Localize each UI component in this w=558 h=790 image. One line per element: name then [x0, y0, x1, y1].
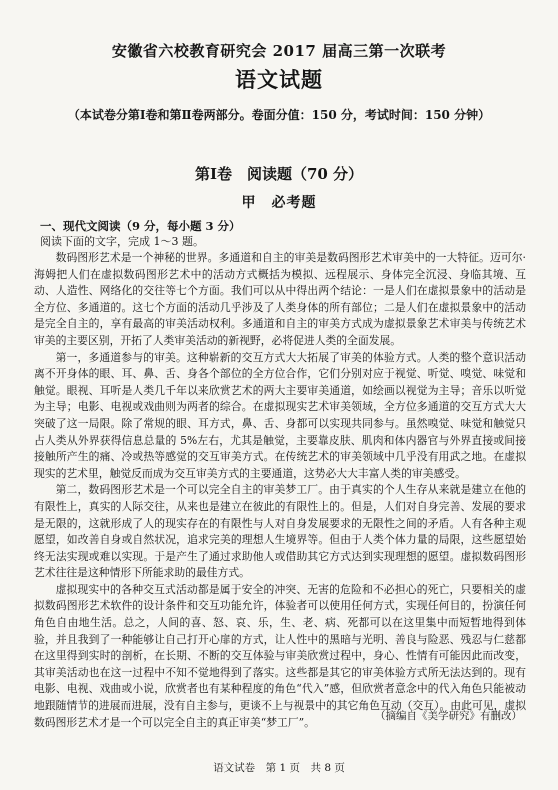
subject-title: 语文试题: [235, 67, 323, 92]
exam-note: （本试卷分第Ⅰ卷和第Ⅱ卷两部分。卷面分值：150 分，考试时间：150 分钟）: [67, 108, 491, 122]
section-heading: 一、现代文阅读（9 分，每小题 3 分）: [40, 219, 241, 233]
source-note: （摘编自《美学研究》有删改）: [375, 710, 522, 722]
paragraph: 第二，数码图形艺术是一个可以完全自主的审美梦工厂。由于真实的个人生存从来就是建立在他的有限性上，真实的人际交往，从来也是建立在彼此的有限性上的。但是，人们对自身完善、发展的要求是无限的，这就形成了人的现实存在的有限性与人对自身发展要求的无限性之间的矛盾。人有各种主观愿望，如改善自身或自然状况，追求完美的理想人生境界等。但由于人类个体力量的局限，这些愿望始终无法实现或难以实现。于是产生了通过求助他人或借助其它方式达到实现理想的愿望。虚拟数码图形艺术往往是这种情形下所能求助的最佳方式。: [34, 483, 526, 580]
part-title: 第Ⅰ卷 阅读题（70 分）: [194, 165, 364, 183]
page-footer: 语文试卷 第 1 页 共 8 页: [213, 762, 345, 774]
exam-title: 安徽省六校教育研究会 2017 届高三第一次联考: [111, 42, 447, 60]
passage: [34, 250, 526, 731]
part-subtitle: 甲 必考题: [241, 195, 317, 211]
paragraph: 数码图形艺术是一个神秘的世界。多通道和自主的审美是数码图形艺术审美中的一大特征。迈可尔·海姆把人们在虚拟数码图形艺术中的活动方式概括为模拟、远程展示、身体完全沉浸、身临其境、互动、人造性、网络化的交往等七个方面。我们可以从中得出两个结论：一是人们在虚拟景象中的活动是全方位、多通道的。这七个方面的活动几乎涉及了人类身体的所有部位；二是人们在虚拟景象中的活动是完全自主的，享有最高的审美活动权利。多通道和自主的审美方式成为虚拟景象艺术审美与传统艺术审美的主要区别，开拓了人类审美活动的新视野，必将促进人类的全面发展。: [34, 251, 526, 347]
paragraph: 虚拟现实中的各种交互式活动都是属于安全的冲突、无害的危险和不必担心的死亡，只要相关的虚拟数码图形艺术软件的设计条件和交互功能允许，体验者可以使用任何方式，实现任何目的，扮演任何角色自由地生活。总之，人间的喜、怒、哀、乐，生、老、病、死都可以在这里集中而短暂地得到体验，并且我到了一种能够让自己打开心扉的方式，让人性中的黑暗与光明、善良与险恶、残忍与仁慈都在这里得到实时的剖析，在长期、不断的交互体验与审美欣赏过程中，身心、性情有可能因此而改变，其审美活动也在这一过程中不知不觉地得到了落实。这些都是其它的审美体验方式所无法达到的。现有电影、电视、戏曲或小说，欣赏者也有某种程度的角色“代入”感，但欣赏者意念中的代入角色只能被动地跟随情节的进展而进展，没有自主参与，更谈不上与视景中的其它角色互动（交互）。由此可见，虚拟数码图形艺术才是一个可以完全自主的真正审美“梦工厂”。: [34, 582, 526, 729]
paragraph: 第一，多通道参与的审美。这种崭新的交互方式大大拓展了审美的体验方式。人类的整个意识活动离不开身体的眼、耳、鼻、舌、身各个部位的全方位合作，它们分别对应于视觉、听觉、嗅觉、味觉和触觉。眼视、耳听是人类几千年以来欣赏艺术的两大主要审美通道，如绘画以视觉为主导；音乐以听觉为主导；电影、电视或戏曲则为两者的综合。在虚拟现实艺术审美领域，全方位多通道的交互方式大大突破了这一局限。除了常规的眼、耳方式，鼻、舌、身都可以实现共同参与。虽然嗅觉、味觉和触觉只占人类从外界获得信息总量的 5%左右，尤其是触觉，主要靠皮肤、肌肉和体内器官与外界直接或间接接触所产生的痛、冷或热等感觉的交互审美方式。在传统艺术的审美领域中几乎没有用武之地。在虚拟现实的艺术里，触觉反而成为交互审美方式的主要通道，这势必大大丰富人类的审美感受。: [34, 350, 526, 480]
section-instruction: 阅读下面的文字，完成 1～3 题。: [40, 235, 204, 248]
